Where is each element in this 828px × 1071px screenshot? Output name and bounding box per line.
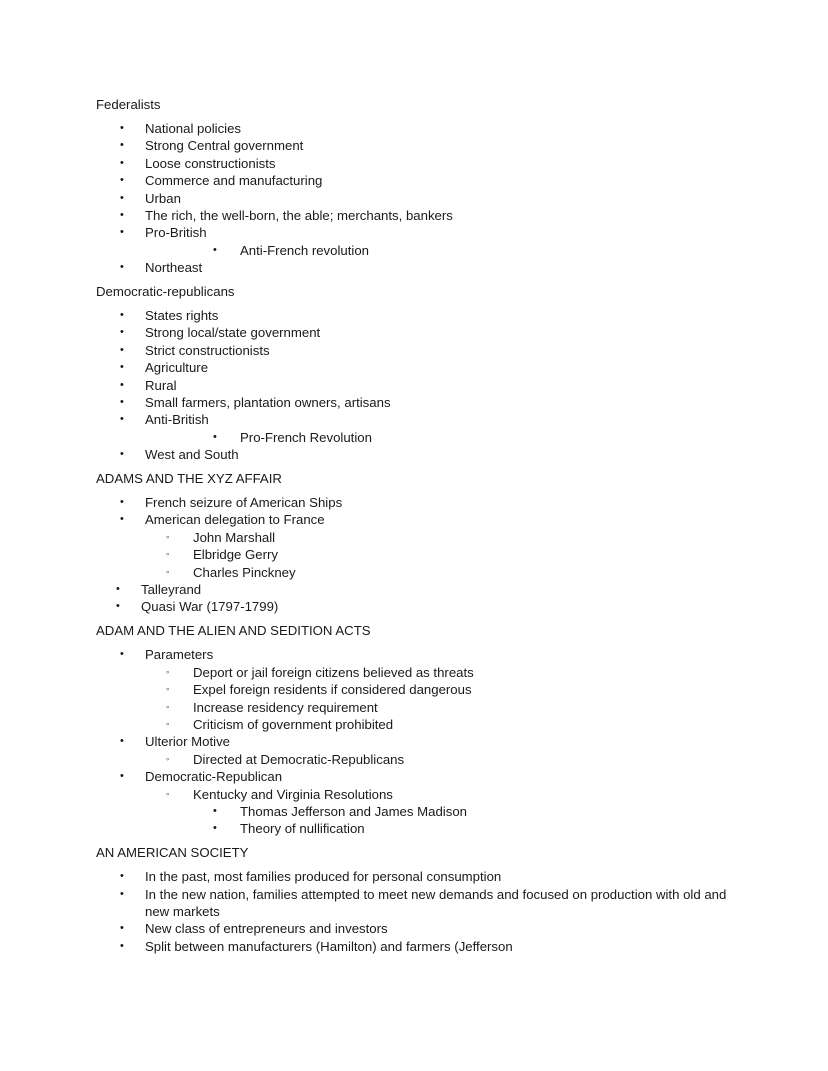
bullet-item: [96, 716, 732, 733]
bullet-item: [96, 646, 732, 663]
solid-bullet-icon: •: [213, 822, 217, 835]
bullet-item: [96, 786, 732, 803]
solid-bullet-icon: •: [120, 326, 124, 339]
bullet-item: [96, 664, 732, 681]
bullet-text: In the past, most families produced for personal consumption: [145, 869, 502, 885]
hollow-bullet-icon: ◦: [166, 531, 170, 543]
bullet-list: [96, 494, 732, 616]
solid-bullet-icon: •: [120, 396, 124, 408]
section-heading: AN AMERICAN SOCIETY: [96, 845, 249, 861]
bullet-item: [96, 411, 732, 428]
bullet-text: Elbridge Gerry: [193, 547, 279, 563]
bullet-text: Agriculture: [145, 360, 209, 376]
bullet-text: Strict constructionists: [145, 342, 270, 358]
bullet-list: [96, 120, 732, 277]
bullet-item: [96, 751, 732, 768]
document-section: [96, 622, 732, 837]
hollow-bullet-icon: ◦: [166, 666, 170, 678]
section-heading: Democratic-republicans: [96, 284, 235, 300]
bullet-text: Charles Pinckney: [193, 564, 296, 580]
solid-bullet-icon: •: [120, 191, 124, 204]
solid-bullet-icon: •: [120, 308, 124, 321]
bullet-text: Ulterior Motive: [145, 734, 231, 750]
solid-bullet-icon: •: [120, 922, 124, 935]
solid-bullet-icon: •: [120, 139, 124, 152]
bullet-text: Talleyrand: [141, 582, 202, 598]
bullet-list: [96, 646, 732, 837]
solid-bullet-icon: •: [120, 378, 124, 391]
bullet-text: Strong Central government: [145, 138, 304, 154]
bullet-item: [96, 377, 732, 394]
solid-bullet-icon: •: [120, 413, 124, 426]
hollow-bullet-icon: ◦: [166, 684, 170, 696]
document-section: [96, 470, 732, 616]
bullet-text: American delegation to France: [145, 512, 325, 528]
document-body: [96, 96, 732, 955]
bullet-item: [96, 207, 732, 224]
bullet-text: Pro-British: [145, 225, 207, 241]
bullet-item: [96, 324, 732, 341]
hollow-bullet-icon: ◦: [166, 753, 170, 765]
solid-bullet-icon: •: [120, 261, 124, 274]
bullet-list: [96, 868, 732, 955]
bullet-item: [96, 137, 732, 154]
bullet-item: [96, 307, 732, 324]
solid-bullet-icon: •: [116, 600, 120, 613]
bullet-item: [96, 733, 732, 750]
section-heading: ADAM AND THE ALIEN AND SEDITION ACTS: [96, 623, 371, 639]
bullet-item: [96, 803, 732, 820]
bullet-item: [96, 394, 732, 411]
section-heading: Federalists: [96, 97, 161, 112]
bullet-item: [96, 172, 732, 189]
bullet-item: [96, 564, 732, 581]
bullet-item: [96, 259, 732, 276]
bullet-item: [96, 768, 732, 785]
bullet-list: [96, 307, 732, 464]
bullet-item: [96, 155, 732, 172]
hollow-bullet-icon: ◦: [166, 566, 170, 578]
bullet-item: [96, 511, 732, 528]
bullet-text: Commerce and manufacturing: [145, 173, 323, 189]
bullet-item: [96, 359, 732, 376]
bullet-text: Pro-French Revolution: [240, 429, 372, 445]
solid-bullet-icon: •: [213, 430, 217, 443]
solid-bullet-icon: •: [120, 513, 124, 526]
bullet-text: Expel foreign residents if considered dangerous: [193, 682, 472, 698]
bullet-text: Kentucky and Virginia Resolutions: [193, 786, 393, 802]
document-section: [96, 96, 732, 277]
solid-bullet-icon: •: [120, 939, 124, 952]
solid-bullet-icon: •: [120, 496, 124, 509]
bullet-item: [96, 681, 732, 698]
solid-bullet-icon: •: [120, 121, 124, 134]
solid-bullet-icon: •: [120, 770, 124, 783]
bullet-text: Split between manufacturers (Hamilton) and farmers (Jefferson: [145, 938, 513, 954]
solid-bullet-icon: •: [116, 583, 120, 596]
bullet-text: John Marshall: [193, 529, 276, 545]
bullet-item: [96, 699, 732, 716]
bullet-text: Parameters: [145, 647, 214, 663]
document-section: [96, 844, 732, 955]
bullet-text: Anti-French revolution: [240, 242, 370, 258]
bullet-item: [96, 546, 732, 563]
bullet-text: The rich, the well-born, the able; merchants, bankers: [145, 207, 453, 223]
bullet-text: Anti-British: [145, 412, 209, 428]
bullet-item: [96, 920, 732, 937]
bullet-text: West and South: [145, 447, 239, 463]
bullet-text: Rural: [145, 377, 177, 393]
hollow-bullet-icon: ◦: [166, 701, 170, 713]
bullet-text: Northeast: [145, 260, 203, 276]
bullet-item: [96, 120, 732, 137]
bullet-item: [96, 581, 732, 598]
bullet-text: Urban: [145, 190, 181, 206]
bullet-item: [96, 529, 732, 546]
section-heading: ADAMS AND THE XYZ AFFAIR: [96, 471, 282, 487]
bullet-item: [96, 598, 732, 615]
solid-bullet-icon: •: [213, 804, 217, 817]
bullet-text: Small farmers, plantation owners, artisans: [145, 395, 391, 410]
solid-bullet-icon: •: [120, 735, 124, 748]
bullet-text: Thomas Jefferson and James Madison: [240, 803, 467, 819]
hollow-bullet-icon: ◦: [166, 788, 170, 800]
solid-bullet-icon: •: [120, 208, 124, 221]
solid-bullet-icon: •: [120, 648, 124, 661]
bullet-item: [96, 429, 732, 446]
bullet-item: [96, 820, 732, 837]
solid-bullet-icon: •: [120, 887, 124, 900]
bullet-item: [96, 242, 732, 259]
solid-bullet-icon: •: [120, 343, 124, 356]
bullet-text: National policies: [145, 120, 242, 136]
bullet-text: New class of entrepreneurs and investors: [145, 921, 388, 937]
hollow-bullet-icon: ◦: [166, 549, 170, 561]
bullet-text: Criticism of government prohibited: [193, 716, 394, 732]
solid-bullet-icon: •: [120, 174, 124, 187]
bullet-item: [96, 190, 732, 207]
bullet-item: [96, 224, 732, 241]
bullet-text: Theory of nullification: [240, 821, 365, 837]
bullet-text: Democratic-Republican: [145, 769, 283, 785]
solid-bullet-icon: •: [120, 870, 124, 883]
bullet-text: Loose constructionists: [145, 155, 276, 171]
bullet-item: [96, 938, 732, 955]
solid-bullet-icon: •: [120, 226, 124, 239]
bullet-item: [96, 494, 732, 511]
bullet-text: Increase residency requirement: [193, 699, 378, 715]
bullet-text: French seizure of American Ships: [145, 495, 343, 511]
bullet-text: Directed at Democratic-Republicans: [193, 751, 405, 767]
solid-bullet-icon: •: [120, 361, 124, 374]
bullet-item: [96, 446, 732, 463]
solid-bullet-icon: •: [213, 243, 217, 256]
bullet-text: Deport or jail foreign citizens believed as threats: [193, 664, 474, 680]
bullet-item: [96, 886, 732, 921]
bullet-text: Quasi War (1797-1799): [141, 599, 279, 615]
bullet-item: [96, 868, 732, 885]
document-section: [96, 283, 732, 464]
solid-bullet-icon: •: [120, 448, 124, 461]
bullet-item: [96, 342, 732, 359]
bullet-text: In the new nation, families attempted to meet new demands and focused on production with old and new markets: [145, 886, 727, 919]
bullet-text: States rights: [145, 307, 219, 323]
hollow-bullet-icon: ◦: [166, 718, 170, 730]
solid-bullet-icon: •: [120, 156, 124, 169]
bullet-text: Strong local/state government: [145, 325, 321, 341]
